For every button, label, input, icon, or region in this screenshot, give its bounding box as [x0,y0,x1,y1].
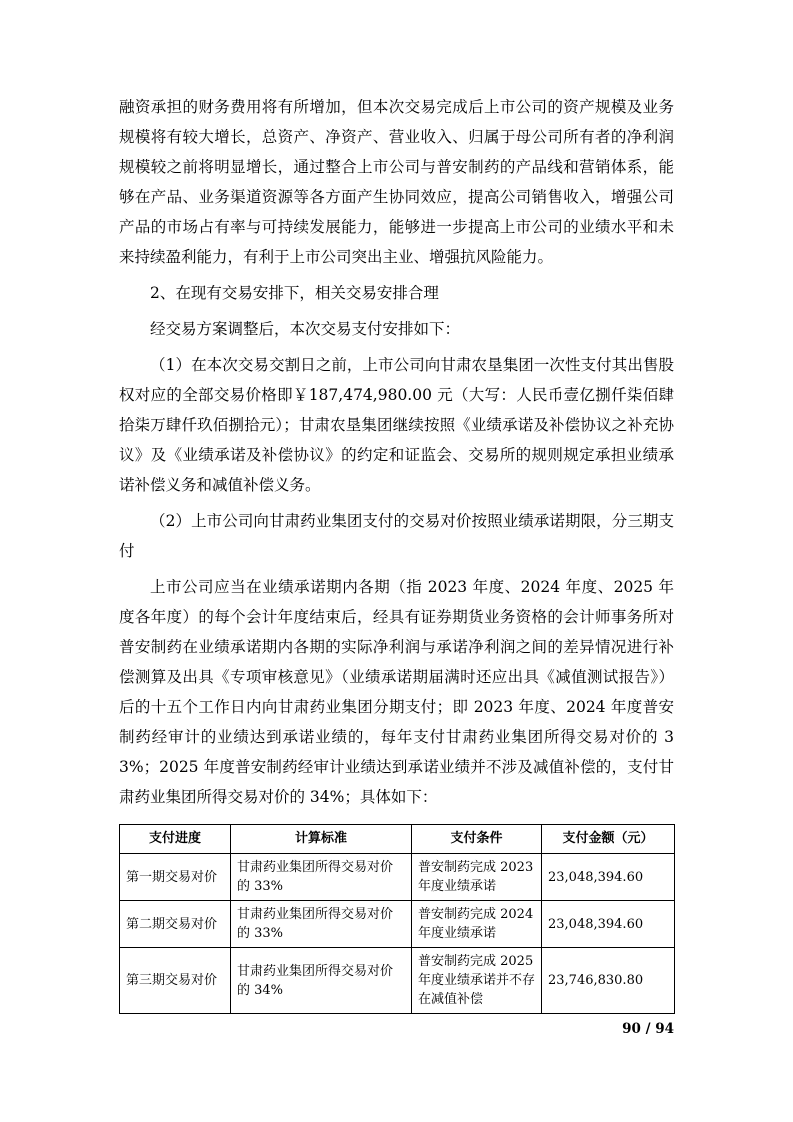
table-header-row [120,825,675,854]
table-row [120,901,675,948]
table-cell: 23,048,394.60 [542,901,675,948]
page-number: 90 / 94 [622,1021,674,1037]
table-cell: 第三期交易对价 [120,948,231,1014]
table-cell: 普安制药完成 2023 年度业绩承诺 [412,854,542,901]
table-cell: 23,746,830.80 [542,948,675,1014]
table-row [120,854,675,901]
document-content [119,92,674,1038]
table-cell: 第一期交易对价 [120,854,231,901]
table-header-cell: 计算标准 [231,825,412,854]
paragraph: （2）上市公司向甘肃药业集团支付的交易对价按照业绩承诺期限，分三期支付 [119,512,674,560]
table-header-cell: 支付金额（元） [542,825,675,854]
table-cell: 23,048,394.60 [542,854,675,901]
table-cell: 甘肃药业集团所得交易对价的 34% [231,948,412,1014]
table-cell: 甘肃药业集团所得交易对价的 33% [231,901,412,948]
paragraph: 上市公司应当在业绩承诺期内各期（指 2023 年度、2024 年度、2025 年度各年度）的每个会计年度结束后，经具有证券期货业务资格的会计师事务所对普安制药在业绩承诺期内各期的实际净利润与承诺净利润之间的差异情况进行补偿测算及出具《专项审核意见》（业绩承诺期届满时还应出具《减值测试报告》）后的十五个工作日内向甘肃药业集团分期支付；即 2023 年度、2024 年度普安制药经审计的业绩达到承诺业绩的，每年支付甘肃药业集团所得交易对价的 33%；2025 年度普安制药经审计业绩达到承诺业绩并不涉及减值补偿的，支付甘肃药业集团所得交易对价的 34%；具体如下： [119,578,674,806]
table-cell: 第二期交易对价 [120,901,231,948]
table-cell: 甘肃药业集团所得交易对价的 33% [231,854,412,901]
table-cell: 普安制药完成 2024 年度业绩承诺 [412,901,542,948]
table-cell: 普安制药完成 2025 年度业绩承诺并不存在减值补偿 [412,948,542,1014]
paragraph: 经交易方案调整后，本次交易支付安排如下： [150,320,461,338]
table-header-cell: 支付进度 [120,825,231,854]
paragraph: （1）在本次交易交割日之前，上市公司向甘肃农垦集团一次性支付其出售股权对应的全部交易价格即￥187,474,980.00 元（大写：人民币壹亿捌仟柒佰肆拾柒万肆仟玖佰捌拾元）；甘肃农垦集团继续按照《业绩承诺及补偿协议之补充协议》及《业绩承诺及补偿协议》的约定和证监会、交易所的规则规定承担业绩承诺补偿义务和减值补偿义务。 [119,356,674,494]
paragraph: 融资承担的财务费用将有所增加，但本次交易完成后上市公司的资产规模及业务规模将有较大增长，总资产、净资产、营业收入、归属于母公司所有者的净利润规模较之前将明显增长，通过整合上市公司与普安制药的产品线和营销体系，能够在产品、业务渠道资源等各方面产生协同效应，提高公司销售收入，增强公司产品的市场占有率与可持续发展能力，能够进一步提高上市公司的业绩水平和未来持续盈利能力，有利于上市公司突出主业、增强抗风险能力。 [119,98,674,266]
paragraph: 2、在现有交易安排下，相关交易安排合理 [150,284,439,302]
payment-schedule-table [119,824,675,1014]
table-row [120,948,675,1014]
table-header-cell: 支付条件 [412,825,542,854]
